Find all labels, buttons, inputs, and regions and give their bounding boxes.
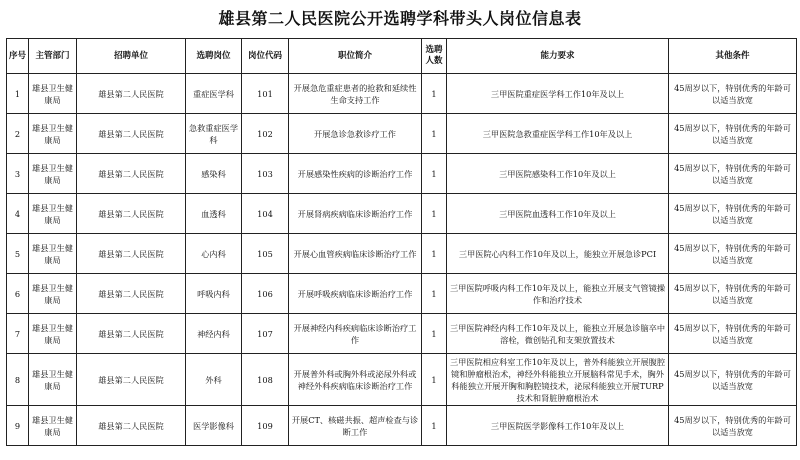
header-description: 职位简介 <box>289 39 422 74</box>
cell-requirement: 三甲医院急救重症医学科工作10年及以上 <box>447 114 669 154</box>
cell-position: 呼吸内科 <box>186 274 242 314</box>
cell-code: 106 <box>242 274 289 314</box>
cell-index: 3 <box>7 154 29 194</box>
table-row <box>7 234 797 274</box>
cell-code: 103 <box>242 154 289 194</box>
header-other: 其他条件 <box>669 39 797 74</box>
header-requirement: 能力要求 <box>447 39 669 74</box>
cell-position: 医学影像科 <box>186 406 242 446</box>
cell-description: 开展呼吸疾病临床诊断治疗工作 <box>289 274 422 314</box>
cell-code: 104 <box>242 194 289 234</box>
table-row <box>7 274 797 314</box>
cell-department: 雄县卫生健康局 <box>29 406 77 446</box>
cell-position: 神经内科 <box>186 314 242 354</box>
cell-code: 101 <box>242 74 289 114</box>
cell-unit: 雄县第二人民医院 <box>77 314 186 354</box>
cell-description: 开展普外科或胸外科或泌尿外科或神经外科疾病临床诊断治疗工作 <box>289 354 422 406</box>
cell-index: 6 <box>7 274 29 314</box>
positions-table <box>6 38 797 446</box>
cell-requirement: 三甲医院呼吸内科工作10年及以上，能独立开展支气管镜操作和治疗技术 <box>447 274 669 314</box>
cell-code: 105 <box>242 234 289 274</box>
cell-position: 心内科 <box>186 234 242 274</box>
header-count: 选聘人数 <box>422 39 447 74</box>
cell-requirement: 三甲医院心内科工作10年及以上，能独立开展急诊PCI <box>447 234 669 274</box>
table-row <box>7 114 797 154</box>
cell-other: 45周岁以下，特别优秀的年龄可以适当放宽 <box>669 194 797 234</box>
cell-count: 1 <box>422 194 447 234</box>
cell-department: 雄县卫生健康局 <box>29 114 77 154</box>
cell-requirement: 三甲医院重症医学科工作10年及以上 <box>447 74 669 114</box>
table-row <box>7 406 797 446</box>
cell-department: 雄县卫生健康局 <box>29 194 77 234</box>
header-code: 岗位代码 <box>242 39 289 74</box>
cell-other: 45周岁以下，特别优秀的年龄可以适当放宽 <box>669 114 797 154</box>
header-unit: 招聘单位 <box>77 39 186 74</box>
cell-requirement: 三甲医院医学影像科工作10年及以上 <box>447 406 669 446</box>
cell-position: 急救重症医学科 <box>186 114 242 154</box>
cell-other: 45周岁以下，特别优秀的年龄可以适当放宽 <box>669 274 797 314</box>
header-index: 序号 <box>7 39 29 74</box>
cell-description: 开展急诊急救诊疗工作 <box>289 114 422 154</box>
table-row <box>7 354 797 406</box>
cell-department: 雄县卫生健康局 <box>29 74 77 114</box>
cell-description: 开展急危重症患者的抢救和延续性生命支持工作 <box>289 74 422 114</box>
cell-count: 1 <box>422 234 447 274</box>
cell-count: 1 <box>422 154 447 194</box>
table-row <box>7 194 797 234</box>
cell-description: 开展CT、核磁共振、超声检查与诊断工作 <box>289 406 422 446</box>
page-title: 雄县第二人民医院公开选聘学科带头人岗位信息表 <box>218 9 582 28</box>
cell-position: 重症医学科 <box>186 74 242 114</box>
cell-position: 感染科 <box>186 154 242 194</box>
cell-count: 1 <box>422 314 447 354</box>
cell-other: 45周岁以下，特别优秀的年龄可以适当放宽 <box>669 234 797 274</box>
cell-unit: 雄县第二人民医院 <box>77 406 186 446</box>
cell-requirement: 三甲医院血透科工作10年及以上 <box>447 194 669 234</box>
cell-code: 109 <box>242 406 289 446</box>
cell-description: 开展神经内科疾病临床诊断治疗工作 <box>289 314 422 354</box>
cell-position: 外科 <box>186 354 242 406</box>
cell-unit: 雄县第二人民医院 <box>77 354 186 406</box>
cell-requirement: 三甲医院相应科室工作10年及以上，普外科能独立开展腹腔镜和肿瘤根治术，神经外科能独立开展脑科常见手术，胸外科能独立开展开胸和胸腔镜技术，泌尿科能独立开展TURP技术和肾脏肿瘤根治术 <box>447 354 669 406</box>
cell-requirement: 三甲医院神经内科工作10年及以上，能独立开展急诊脑卒中溶栓，微创钻孔和支架放置技术 <box>447 314 669 354</box>
cell-code: 107 <box>242 314 289 354</box>
cell-other: 45周岁以下，特别优秀的年龄可以适当放宽 <box>669 154 797 194</box>
cell-count: 1 <box>422 274 447 314</box>
cell-unit: 雄县第二人民医院 <box>77 74 186 114</box>
cell-count: 1 <box>422 406 447 446</box>
cell-department: 雄县卫生健康局 <box>29 274 77 314</box>
cell-unit: 雄县第二人民医院 <box>77 234 186 274</box>
cell-other: 45周岁以下，特别优秀的年龄可以适当放宽 <box>669 354 797 406</box>
cell-position: 血透科 <box>186 194 242 234</box>
cell-other: 45周岁以下，特别优秀的年龄可以适当放宽 <box>669 314 797 354</box>
cell-index: 9 <box>7 406 29 446</box>
cell-description: 开展心血管疾病临床诊断治疗工作 <box>289 234 422 274</box>
cell-description: 开展肾病疾病临床诊断治疗工作 <box>289 194 422 234</box>
header-department: 主管部门 <box>29 39 77 74</box>
cell-unit: 雄县第二人民医院 <box>77 274 186 314</box>
cell-other: 45周岁以下，特别优秀的年龄可以适当放宽 <box>669 406 797 446</box>
cell-count: 1 <box>422 354 447 406</box>
cell-index: 1 <box>7 74 29 114</box>
cell-department: 雄县卫生健康局 <box>29 314 77 354</box>
cell-requirement: 三甲医院感染科工作10年及以上 <box>447 154 669 194</box>
table-row <box>7 154 797 194</box>
header-position: 选聘岗位 <box>186 39 242 74</box>
cell-count: 1 <box>422 74 447 114</box>
cell-unit: 雄县第二人民医院 <box>77 194 186 234</box>
table-row <box>7 74 797 114</box>
cell-department: 雄县卫生健康局 <box>29 354 77 406</box>
cell-unit: 雄县第二人民医院 <box>77 114 186 154</box>
cell-code: 102 <box>242 114 289 154</box>
cell-count: 1 <box>422 114 447 154</box>
cell-unit: 雄县第二人民医院 <box>77 154 186 194</box>
header-row <box>7 39 797 74</box>
cell-index: 2 <box>7 114 29 154</box>
cell-department: 雄县卫生健康局 <box>29 154 77 194</box>
cell-index: 7 <box>7 314 29 354</box>
cell-index: 4 <box>7 194 29 234</box>
cell-department: 雄县卫生健康局 <box>29 234 77 274</box>
cell-index: 5 <box>7 234 29 274</box>
table-row <box>7 314 797 354</box>
cell-other: 45周岁以下，特别优秀的年龄可以适当放宽 <box>669 74 797 114</box>
cell-code: 108 <box>242 354 289 406</box>
cell-index: 8 <box>7 354 29 406</box>
cell-description: 开展感染性疾病的诊断治疗工作 <box>289 154 422 194</box>
